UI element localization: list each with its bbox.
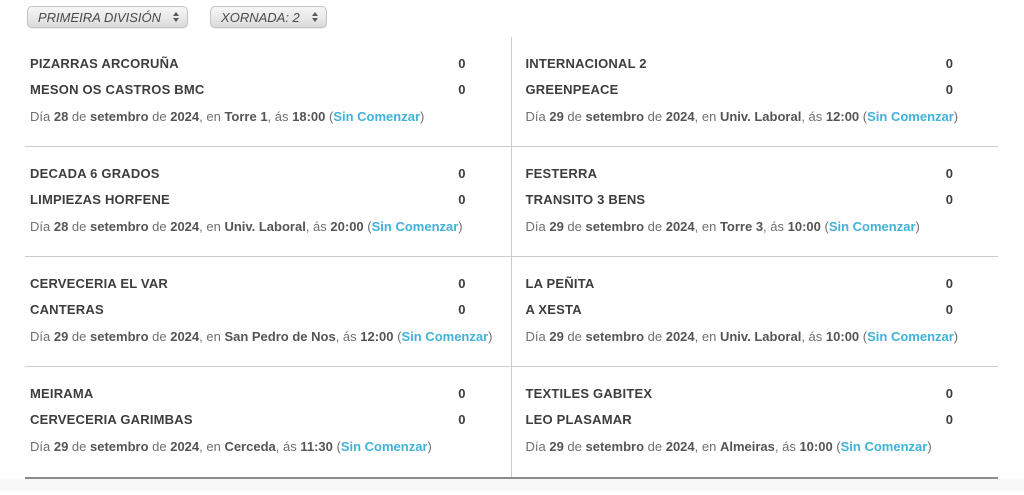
- detail-year: 2024: [665, 219, 695, 234]
- detail-connector: , en: [199, 109, 225, 124]
- detail-paren: (: [859, 109, 868, 124]
- detail-day: 28: [53, 109, 69, 124]
- detail-paren: ): [427, 439, 432, 454]
- match-card: [512, 147, 999, 257]
- detail-year: 2024: [665, 109, 695, 124]
- detail-year: 2024: [170, 219, 200, 234]
- match-card: [25, 257, 512, 367]
- detail-paren: (: [832, 439, 841, 454]
- detail-day-prefix: Día: [30, 439, 54, 454]
- detail-time: 12:00: [360, 329, 394, 344]
- detail-connector: , ás: [801, 329, 826, 344]
- detail-venue: Univ. Laboral: [719, 329, 802, 344]
- detail-month: setembro: [585, 439, 645, 454]
- detail-day-prefix: Día: [30, 329, 54, 344]
- detail-day-prefix: Día: [525, 439, 550, 454]
- match-status-link[interactable]: Sin Comenzar: [401, 329, 489, 344]
- home-team-row: [526, 161, 999, 187]
- detail-connector: , ás: [774, 439, 800, 454]
- select-arrows-icon: [312, 12, 318, 22]
- detail-time: 18:00: [292, 109, 326, 124]
- home-team-row: [30, 271, 511, 297]
- match-detail: [30, 218, 511, 236]
- match-card: [25, 147, 512, 257]
- away-team-score: 0: [458, 82, 466, 97]
- detail-connector: de: [644, 439, 666, 454]
- match-status-link[interactable]: Sin Comenzar: [340, 439, 428, 454]
- match-status-link[interactable]: Sin Comenzar: [371, 219, 459, 234]
- home-team-score: 0: [945, 56, 953, 71]
- detail-day-prefix: Día: [30, 109, 54, 124]
- detail-year: 2024: [170, 439, 200, 454]
- detail-venue: Torre 3: [719, 219, 764, 234]
- detail-connector: de: [148, 439, 171, 454]
- detail-venue: Torre 1: [224, 109, 268, 124]
- home-team-row: [526, 381, 999, 407]
- home-team-score: 0: [458, 56, 466, 71]
- detail-paren: (: [820, 219, 829, 234]
- detail-connector: de: [148, 219, 171, 234]
- detail-connector: de: [644, 329, 666, 344]
- home-team-name: PIZARRAS ARCORUÑA: [30, 56, 179, 71]
- detail-day-prefix: Día: [525, 329, 550, 344]
- away-team-name: CANTERAS: [30, 302, 104, 317]
- detail-paren: ): [420, 109, 425, 124]
- detail-month: setembro: [585, 219, 645, 234]
- division-select[interactable]: [27, 6, 188, 28]
- detail-paren: (: [363, 219, 372, 234]
- round-select-value: XORNADA: 2: [221, 9, 300, 25]
- detail-day-prefix: Día: [525, 219, 550, 234]
- home-team-name: FESTERRA: [525, 166, 598, 181]
- match-detail: [526, 218, 999, 236]
- away-team-row: [526, 297, 999, 323]
- detail-day: 29: [549, 219, 564, 234]
- detail-connector: de: [644, 109, 666, 124]
- match-detail: [30, 438, 511, 456]
- away-team-score: 0: [945, 192, 953, 207]
- home-team-row: [30, 381, 511, 407]
- away-team-name: LIMPIEZAS HORFENE: [30, 192, 170, 207]
- detail-month: setembro: [90, 219, 149, 234]
- detail-connector: de: [68, 109, 90, 124]
- home-team-name: CERVECERIA EL VAR: [30, 276, 169, 291]
- away-team-score: 0: [458, 192, 466, 207]
- home-team-row: [30, 161, 511, 187]
- detail-month: setembro: [90, 439, 149, 454]
- detail-connector: de: [68, 329, 90, 344]
- detail-connector: de: [563, 219, 586, 234]
- detail-paren: ): [458, 219, 463, 234]
- away-team-score: 0: [458, 412, 466, 427]
- home-team-name: LA PEÑITA: [525, 276, 595, 291]
- home-team-score: 0: [458, 166, 466, 181]
- detail-year: 2024: [170, 329, 200, 344]
- away-team-row: [526, 77, 999, 103]
- away-team-row: [526, 407, 999, 433]
- detail-time: 12:00: [825, 109, 860, 124]
- match-status-link[interactable]: Sin Comenzar: [840, 439, 928, 454]
- match-card: [512, 257, 999, 367]
- away-team-name: A XESTA: [525, 302, 582, 317]
- match-detail: [526, 108, 999, 126]
- detail-paren: ): [953, 109, 959, 124]
- detail-paren: ): [488, 329, 493, 344]
- detail-day-prefix: Día: [30, 219, 54, 234]
- detail-year: 2024: [665, 439, 695, 454]
- away-team-row: [30, 187, 511, 213]
- detail-venue: Almeiras: [719, 439, 775, 454]
- home-team-row: [526, 51, 999, 77]
- home-team-score: 0: [945, 386, 953, 401]
- home-team-row: [526, 271, 999, 297]
- detail-month: setembro: [585, 329, 645, 344]
- match-card: [25, 367, 512, 477]
- detail-connector: , en: [694, 329, 720, 344]
- detail-day: 29: [53, 329, 69, 344]
- detail-connector: , en: [694, 109, 720, 124]
- detail-day: 29: [549, 329, 564, 344]
- detail-day: 29: [549, 439, 564, 454]
- detail-day: 28: [53, 219, 69, 234]
- home-team-score: 0: [458, 276, 466, 291]
- select-arrows-icon: [173, 12, 179, 22]
- match-card: [512, 367, 999, 477]
- detail-year: 2024: [665, 329, 695, 344]
- detail-venue: San Pedro de Nos: [224, 329, 336, 344]
- detail-connector: , ás: [335, 329, 361, 344]
- detail-connector: , ás: [305, 219, 331, 234]
- detail-venue: Cerceda: [224, 439, 276, 454]
- detail-paren: ): [915, 219, 920, 234]
- detail-paren: (: [325, 109, 334, 124]
- away-team-score: 0: [945, 82, 953, 97]
- detail-connector: de: [563, 439, 586, 454]
- detail-time: 20:00: [330, 219, 364, 234]
- detail-month: setembro: [90, 109, 149, 124]
- match-detail: [30, 108, 511, 126]
- detail-time: 10:00: [825, 329, 860, 344]
- home-team-name: DECADA 6 GRADOS: [30, 166, 160, 181]
- detail-paren: (: [859, 329, 868, 344]
- detail-month: setembro: [585, 109, 645, 124]
- detail-connector: de: [148, 329, 171, 344]
- fixtures-grid: [25, 37, 998, 477]
- detail-connector: , ás: [763, 219, 788, 234]
- away-team-name: GREENPEACE: [525, 82, 619, 97]
- detail-connector: de: [563, 109, 586, 124]
- round-select[interactable]: [210, 6, 327, 28]
- detail-connector: , ás: [267, 109, 293, 124]
- detail-paren: (: [393, 329, 402, 344]
- detail-day-prefix: Día: [525, 109, 550, 124]
- away-team-name: LEO PLASAMAR: [525, 412, 632, 427]
- away-team-row: [30, 77, 511, 103]
- filters-toolbar: [0, 0, 1024, 28]
- detail-connector: , en: [694, 439, 720, 454]
- detail-time: 11:30: [300, 439, 333, 454]
- detail-paren: (: [332, 439, 341, 454]
- away-team-score: 0: [458, 302, 466, 317]
- detail-connector: de: [644, 219, 666, 234]
- detail-connector: de: [68, 219, 90, 234]
- match-detail: [30, 328, 511, 346]
- fixtures-table: [25, 37, 998, 479]
- away-team-row: [30, 297, 511, 323]
- detail-venue: Univ. Laboral: [224, 219, 306, 234]
- detail-month: setembro: [90, 329, 149, 344]
- detail-time: 10:00: [799, 439, 833, 454]
- home-team-row: [30, 51, 511, 77]
- detail-paren: ): [927, 439, 932, 454]
- detail-day: 29: [549, 109, 564, 124]
- detail-connector: , ás: [801, 109, 826, 124]
- home-team-score: 0: [945, 276, 953, 291]
- match-detail: [526, 438, 999, 456]
- match-status-link[interactable]: Sin Comenzar: [867, 109, 954, 124]
- detail-connector: de: [563, 329, 586, 344]
- match-card: [25, 37, 512, 147]
- division-select-value: PRIMEIRA DIVISIÓN: [38, 9, 162, 25]
- match-status-link[interactable]: Sin Comenzar: [333, 109, 421, 124]
- detail-venue: Univ. Laboral: [719, 109, 802, 124]
- away-team-row: [526, 187, 999, 213]
- detail-year: 2024: [170, 109, 200, 124]
- home-team-score: 0: [458, 386, 466, 401]
- home-team-name: MEIRAMA: [30, 386, 94, 401]
- detail-connector: , en: [199, 219, 225, 234]
- detail-connector: de: [148, 109, 171, 124]
- away-team-name: CERVECERIA GARIMBAS: [30, 412, 193, 427]
- detail-day: 29: [53, 439, 69, 454]
- detail-connector: , en: [199, 329, 225, 344]
- match-card: [512, 37, 999, 147]
- page-bottom-strip: [0, 479, 1024, 491]
- away-team-name: TRANSITO 3 BENS: [525, 192, 646, 207]
- match-detail: [526, 328, 999, 346]
- away-team-name: MESON OS CASTROS BMC: [30, 82, 205, 97]
- match-status-link[interactable]: Sin Comenzar: [867, 329, 954, 344]
- detail-connector: , ás: [275, 439, 301, 454]
- detail-time: 10:00: [787, 219, 821, 234]
- detail-connector: , en: [694, 219, 720, 234]
- away-team-row: [30, 407, 511, 433]
- detail-connector: , en: [199, 439, 225, 454]
- detail-connector: de: [68, 439, 90, 454]
- home-team-name: TEXTILES GABITEX: [525, 386, 653, 401]
- home-team-name: INTERNACIONAL 2: [525, 56, 647, 71]
- home-team-score: 0: [945, 166, 953, 181]
- detail-paren: ): [953, 329, 959, 344]
- match-status-link[interactable]: Sin Comenzar: [828, 219, 916, 234]
- away-team-score: 0: [945, 412, 953, 427]
- away-team-score: 0: [945, 302, 953, 317]
